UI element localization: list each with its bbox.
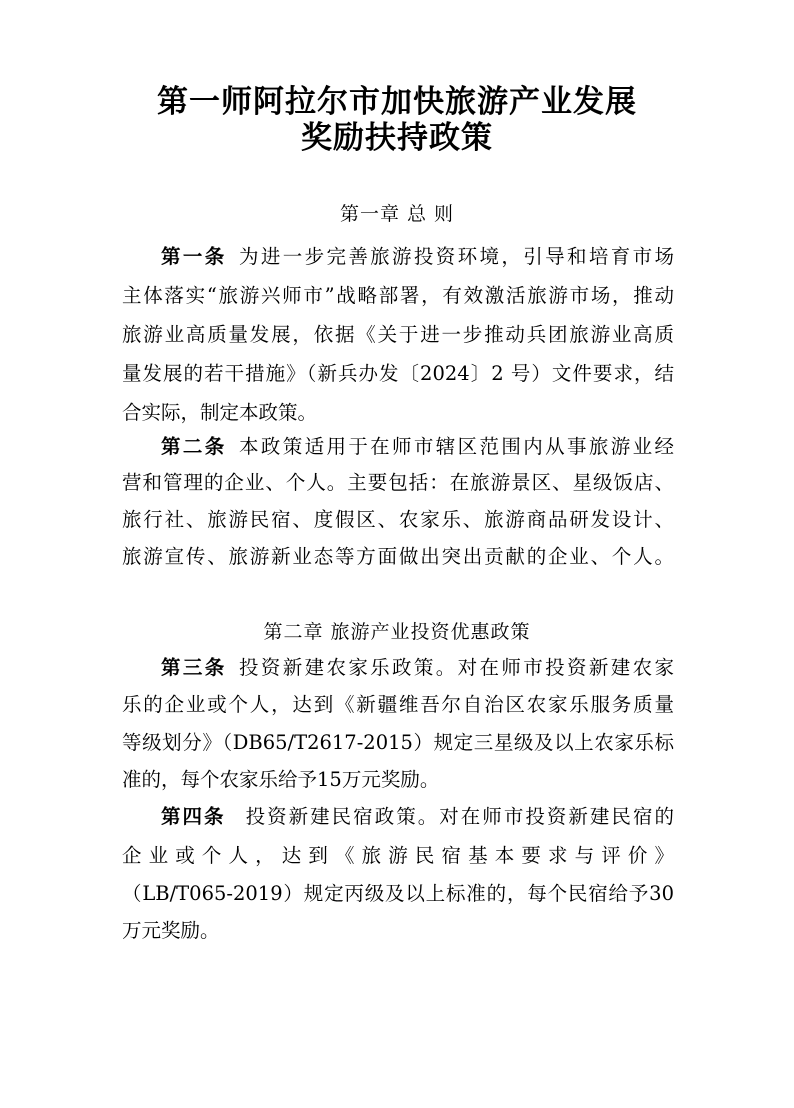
article-4-label: 第四条: [161, 805, 226, 828]
article-2-text-1: 本政策适用于在师市辖区范围内从事旅游业经: [236, 435, 674, 458]
article-3-label: 第三条: [161, 656, 227, 679]
article-1-line-5: 合实际，制定本政策。: [122, 401, 318, 424]
article-1-line-4: 量发展的若干措施》（新兵办发〔2024〕2 号）文件要求，结: [122, 362, 674, 385]
article-4-line-3: （LB/T065-2019）规定丙级及以上标准的，每个民宿给予30: [122, 882, 674, 905]
article-4-line-4: 万元奖励。: [122, 919, 220, 942]
article-3-line-4: 准的，每个农家乐给予15万元奖励。: [122, 768, 440, 791]
chapter-2-heading: 第二章 旅游产业投资优惠政策: [263, 621, 531, 643]
article-2-line-4: 旅游宣传、旅游新业态等方面做出突出贡献的企业、个人。: [122, 545, 674, 568]
article-4-line-1: [161, 804, 674, 830]
article-1-line-1: [161, 244, 674, 270]
article-4-line-2: 企业或个人，达到《旅游民宿基本要求与评价》: [122, 844, 674, 867]
article-1-line-2: 主体落实“旅游兴师市”战略部署，有效激活旅游市场，推动: [122, 284, 674, 307]
article-3-line-3: 等级划分》（DB65/T2617-2015）规定三星级及以上农家乐标: [122, 731, 674, 754]
article-2-line-1: [161, 434, 674, 460]
article-2-line-3: 旅行社、旅游民宿、度假区、农家乐、旅游商品研发设计、: [122, 508, 674, 531]
document-title-line-2: 奖励扶持政策: [301, 120, 493, 156]
article-1-line-3: 旅游业高质量发展，依据《关于进一步推动兵团旅游业高质: [122, 323, 674, 346]
article-1-label: 第一条: [161, 245, 227, 268]
article-3-text-1: 投资新建农家乐政策。对在师市投资新建农家: [236, 656, 674, 679]
article-2-label: 第二条: [161, 435, 227, 458]
article-3-line-1: [161, 655, 674, 681]
document-title-line-1: 第一师阿拉尔市加快旅游产业发展: [157, 84, 637, 120]
article-1-text-1: 为进一步完善旅游投资环境，引导和培育市场: [236, 245, 674, 268]
article-2-line-2: 营和管理的企业、个人。主要包括：在旅游景区、星级饭店、: [122, 471, 674, 494]
chapter-1-heading: 第一章 总 则: [339, 203, 455, 225]
article-3-line-2: 乐的企业或个人，达到《新疆维吾尔自治区农家乐服务质量: [122, 693, 674, 716]
article-4-text-1: 投资新建民宿政策。对在师市投资新建民宿的: [243, 805, 674, 828]
